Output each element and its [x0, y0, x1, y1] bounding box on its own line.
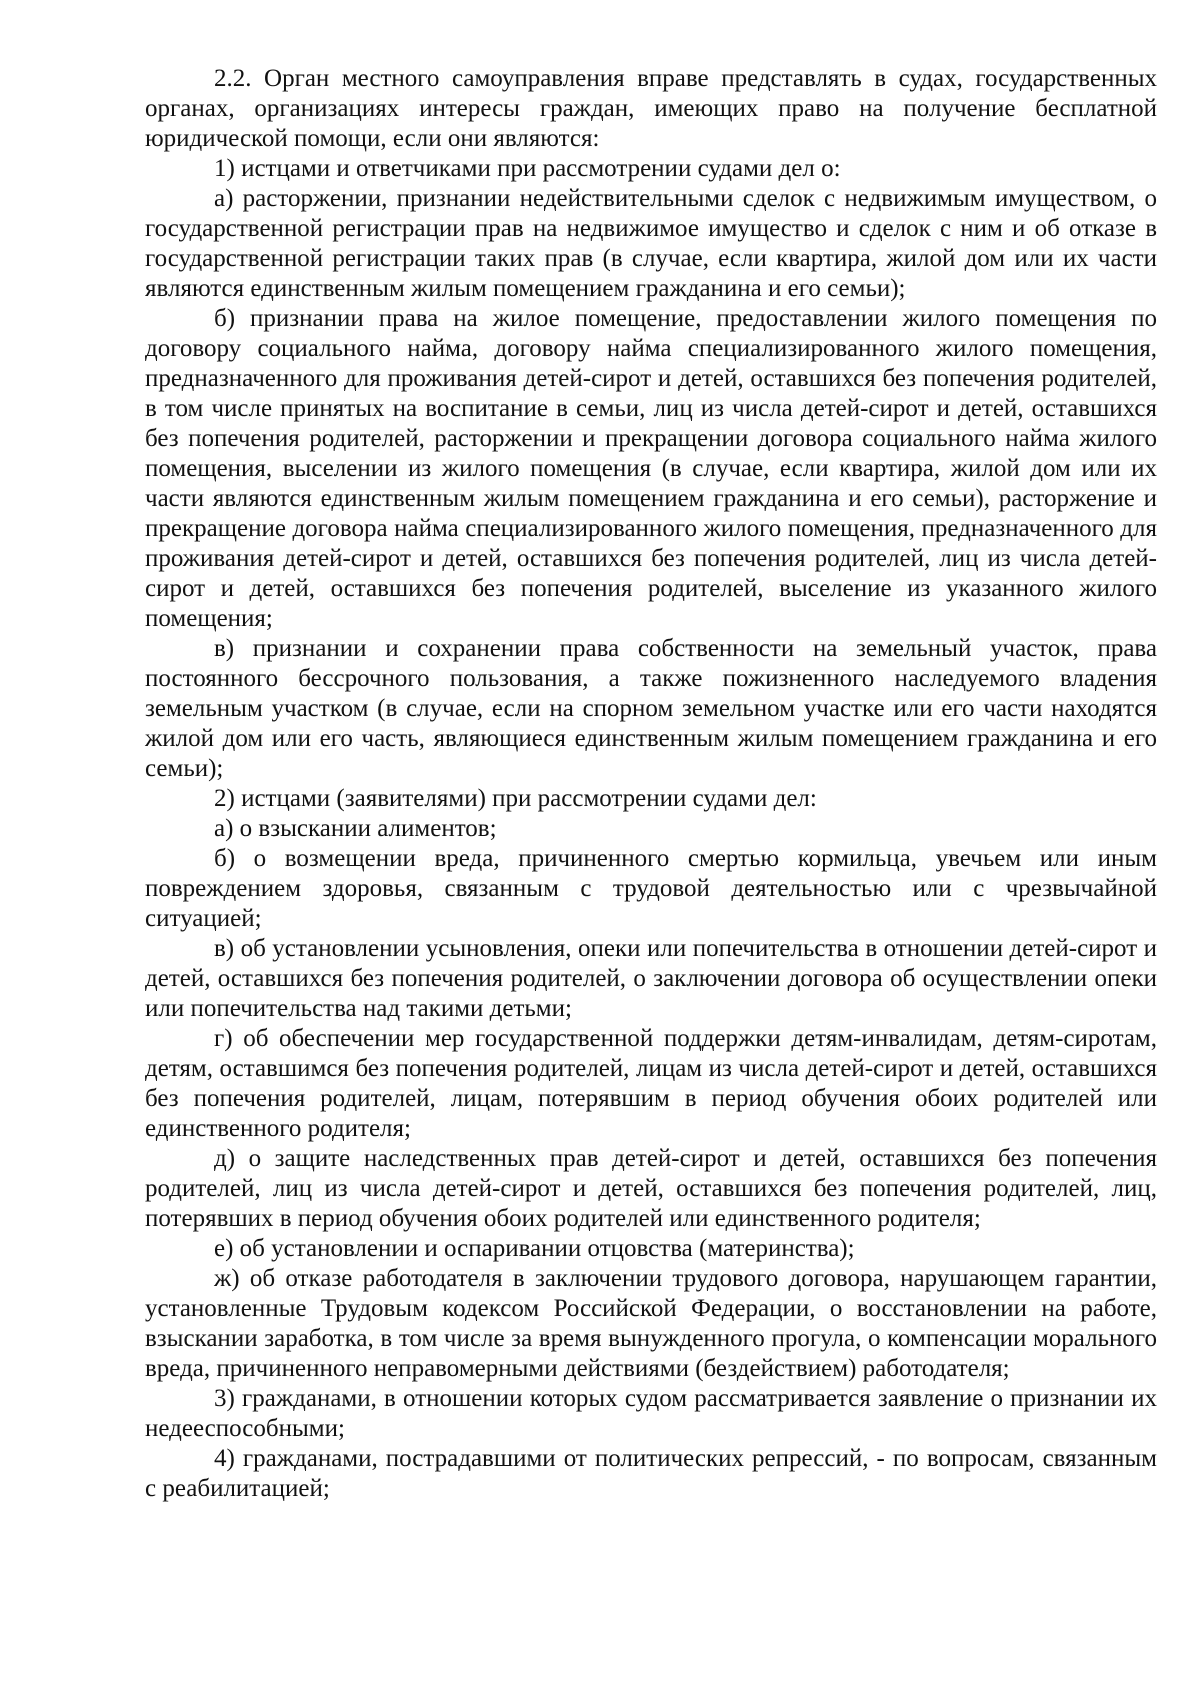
paragraph-item-2-b: б) о возмещении вреда, причиненного смертью кормильца, увечьем или иным повреждением здоровья, связанным с трудовой деятельностью или с чрезвычайной ситуацией; [145, 845, 1157, 932]
paragraph-item-2: 2) истцами (заявителями) при рассмотрении судами дел: [214, 785, 817, 812]
paragraph-item-2-g: г) об обеспечении мер государственной поддержки детям-инвалидам, детям-сиротам, детям, оставшимся без попечения родителей, лицам из числа детей-сирот и детей, оставшихся без попечения родителей, лицам, потерявшим в период обучения обоих родителей или единственного родителя; [145, 1025, 1157, 1142]
document-page [145, 64, 1157, 1504]
paragraph-item-2-a: а) о взыскании алиментов; [214, 815, 497, 842]
paragraph-item-3: 3) гражданами, в отношении которых судом рассматривается заявление о признании их недееспособными; [145, 1385, 1157, 1442]
paragraph-item-1-a: а) расторжении, признании недействительными сделок с недвижимым имуществом, о государственной регистрации прав на недвижимое имущество и сделок с ним и об отказе в государственной регистрации таких прав (в случае, если квартира, жилой дом или их части являются единственным жилым помещением гражданина и его семьи); [145, 185, 1157, 302]
paragraph-2-2-intro: 2.2. Орган местного самоуправления вправе представлять в судах, государственных органах, организациях интересы граждан, имеющих право на получение бесплатной юридической помощи, если они являются: [145, 65, 1157, 152]
paragraph-item-1: 1) истцами и ответчиками при рассмотрении судами дел о: [214, 155, 841, 182]
paragraph-item-1-b: б) признании права на жилое помещение, предоставлении жилого помещения по договору социального найма, договору найма специализированного жилого помещения, предназначенного для проживания детей-сирот и детей, оставшихся без попечения родителей, в том числе принятых на воспитание в семьи, лиц из числа детей-сирот и детей, оставшихся без попечения родителей, расторжении и прекращении договора социального найма жилого помещения, выселении из жилого помещения (в случае, если квартира, жилой дом или их части являются единственным жилым помещением гражданина и его семьи), расторжение и прекращение договора найма специализированного жилого помещения, предназначенного для проживания детей-сирот и детей, оставшихся без попечения родителей, лиц из числа детей-сирот и детей, оставшихся без попечения родителей, выселение из указанного жилого помещения; [145, 305, 1157, 632]
paragraph-item-2-e: е) об установлении и оспаривании отцовства (материнства); [214, 1235, 855, 1262]
paragraph-item-2-v: в) об установлении усыновления, опеки или попечительства в отношении детей-сирот и детей, оставшихся без попечения родителей, о заключении договора об осуществлении опеки или попечительства над такими детьми; [145, 935, 1157, 1022]
paragraph-item-2-zh: ж) об отказе работодателя в заключении трудового договора, нарушающем гарантии, установленные Трудовым кодексом Российской Федерации, о восстановлении на работе, взыскании заработка, в том числе за время вынужденного прогула, о компенсации морального вреда, причиненного неправомерными действиями (бездействием) работодателя; [145, 1265, 1157, 1382]
paragraph-item-2-d: д) о защите наследственных прав детей-сирот и детей, оставшихся без попечения родителей, лиц из числа детей-сирот и детей, оставшихся без попечения родителей, лиц, потерявших в период обучения обоих родителей или единственного родителя; [145, 1145, 1157, 1232]
paragraph-item-1-v: в) признании и сохранении права собственности на земельный участок, права постоянного бессрочного пользования, а также пожизненного наследуемого владения земельным участком (в случае, если на спорном земельном участке или его части находятся жилой дом или его часть, являющиеся единственным жилым помещением гражданина и его семьи); [145, 635, 1157, 782]
paragraph-item-4: 4) гражданами, пострадавшими от политических репрессий, - по вопросам, связанным с реабилитацией; [145, 1445, 1157, 1502]
